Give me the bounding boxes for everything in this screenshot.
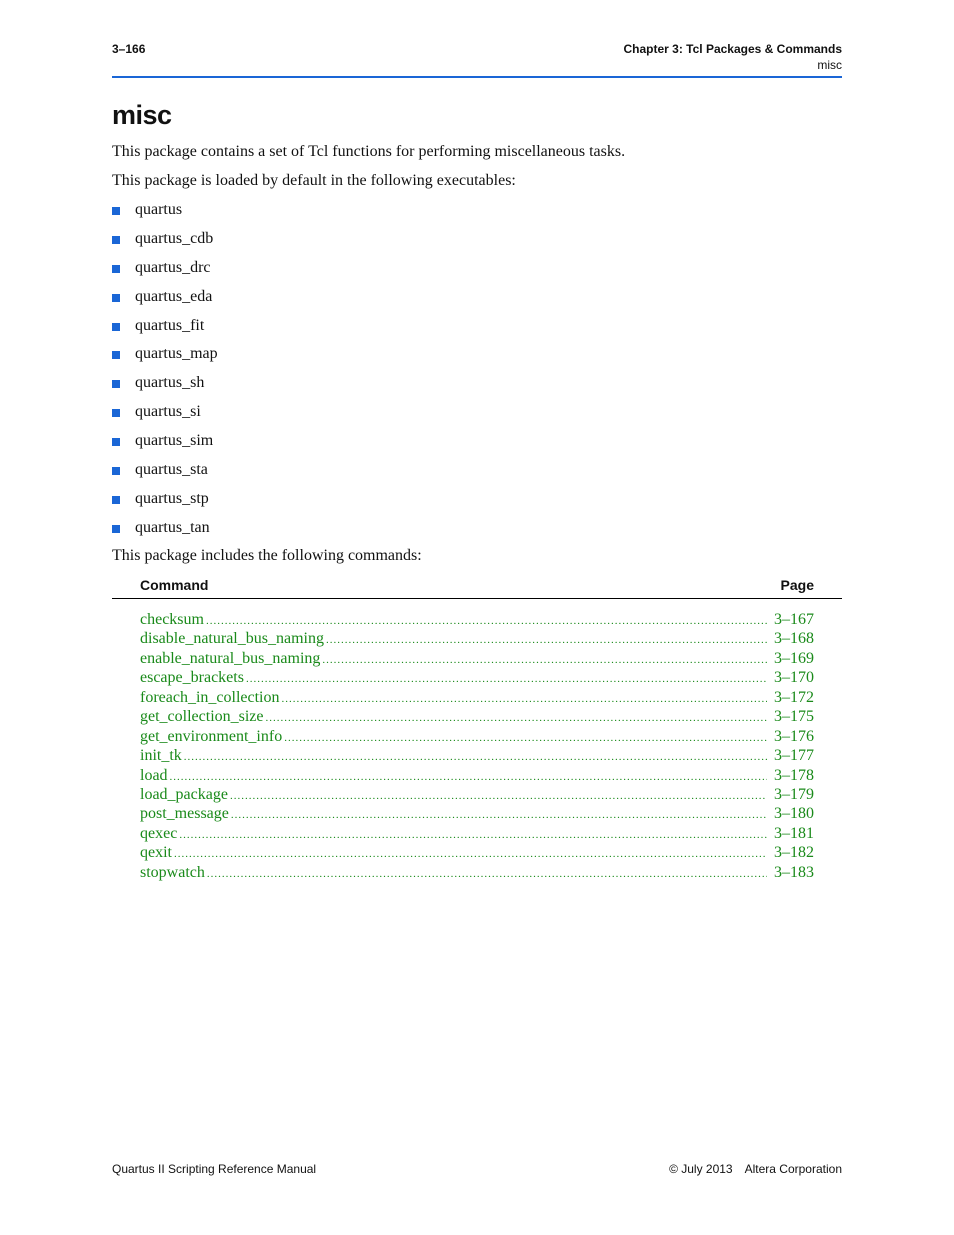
dot-leader: [322, 654, 767, 666]
dot-leader: [179, 829, 767, 841]
chapter-title: Chapter 3: Tcl Packages & Commands: [623, 42, 842, 56]
list-item: quartus_sim: [112, 432, 218, 461]
table-header: [112, 576, 842, 599]
footer-manual-title: Quartus II Scripting Reference Manual: [112, 1162, 317, 1176]
list-item: quartus_stp: [112, 490, 218, 519]
dot-leader: [184, 751, 767, 763]
dot-leader: [230, 790, 767, 802]
square-bullet-icon: [112, 438, 120, 446]
list-item: quartus_eda: [112, 288, 218, 317]
list-item: quartus_map: [112, 345, 218, 374]
command-link[interactable]: enable_natural_bus_naming: [140, 649, 321, 667]
page-link[interactable]: 3–183: [774, 863, 814, 881]
command-link-row[interactable]: [140, 864, 814, 883]
square-bullet-icon: [112, 323, 120, 331]
page-link[interactable]: 3–167: [774, 611, 814, 628]
list-item: quartus: [112, 201, 218, 230]
command-link[interactable]: get_environment_info: [140, 727, 283, 745]
loaded-by-paragraph: This package is loaded by default in the following executables:: [112, 172, 516, 189]
page-link[interactable]: 3–175: [774, 708, 814, 726]
page-link[interactable]: 3–179: [774, 785, 814, 803]
page-link[interactable]: 3–177: [774, 747, 814, 765]
command-link[interactable]: escape_brackets: [140, 669, 244, 687]
dot-leader: [207, 868, 767, 880]
square-bullet-icon: [112, 236, 120, 244]
dot-leader: [284, 732, 767, 744]
dot-leader: [206, 615, 767, 627]
command-link[interactable]: qexit: [140, 844, 172, 862]
command-link-row[interactable]: [140, 708, 814, 727]
page-header: [112, 42, 842, 78]
command-link-row[interactable]: [140, 825, 814, 844]
square-bullet-icon: [112, 265, 120, 273]
dot-leader: [266, 712, 767, 724]
command-link[interactable]: disable_natural_bus_naming: [140, 630, 324, 648]
dot-leader: [231, 809, 767, 821]
command-link[interactable]: post_message: [140, 805, 229, 823]
square-bullet-icon: [112, 294, 120, 302]
command-link-row[interactable]: [140, 844, 814, 863]
dot-leader: [174, 848, 767, 860]
square-bullet-icon: [112, 207, 120, 215]
commands-intro: This package includes the following commands:: [112, 547, 422, 564]
command-link[interactable]: checksum: [140, 611, 204, 628]
list-item: quartus_cdb: [112, 230, 218, 259]
square-bullet-icon: [112, 525, 120, 533]
square-bullet-icon: [112, 380, 120, 388]
command-link[interactable]: stopwatch: [140, 863, 205, 881]
list-item: quartus_tan: [112, 519, 218, 548]
command-link-row[interactable]: [140, 650, 814, 669]
column-header-command: Command: [140, 577, 209, 593]
command-link[interactable]: get_collection_size: [140, 708, 264, 726]
command-link-row[interactable]: [140, 786, 814, 805]
list-item: quartus_sh: [112, 374, 218, 403]
dot-leader: [170, 771, 767, 783]
square-bullet-icon: [112, 496, 120, 504]
square-bullet-icon: [112, 467, 120, 475]
command-link[interactable]: load: [140, 766, 168, 784]
footer-company: Altera Corporation: [744, 1162, 842, 1176]
commands-table: [140, 611, 814, 883]
command-link-row[interactable]: [140, 630, 814, 649]
page-link[interactable]: 3–178: [774, 766, 814, 784]
dot-leader: [246, 673, 767, 685]
command-link-row[interactable]: [140, 728, 814, 747]
page-title: misc: [112, 100, 172, 130]
list-item: quartus_drc: [112, 259, 218, 288]
square-bullet-icon: [112, 409, 120, 417]
section-name: misc: [817, 58, 842, 72]
command-link-row[interactable]: [140, 689, 814, 708]
command-link-row[interactable]: [140, 611, 814, 630]
command-link-row[interactable]: [140, 669, 814, 688]
page-link[interactable]: 3–172: [774, 688, 814, 706]
command-link-row[interactable]: [140, 747, 814, 766]
command-link-row[interactable]: [140, 767, 814, 786]
command-link-row[interactable]: [140, 805, 814, 824]
dot-leader: [282, 693, 768, 705]
page-link[interactable]: 3–181: [774, 824, 814, 842]
list-item: quartus_sta: [112, 461, 218, 490]
page-link[interactable]: 3–170: [774, 669, 814, 687]
page-link[interactable]: 3–182: [774, 844, 814, 862]
executables-list: [112, 201, 218, 548]
page-link[interactable]: 3–168: [774, 630, 814, 648]
page-link[interactable]: 3–180: [774, 805, 814, 823]
command-link[interactable]: load_package: [140, 785, 228, 803]
square-bullet-icon: [112, 351, 120, 359]
page-link[interactable]: 3–169: [774, 649, 814, 667]
footer-date: © July 2013: [669, 1162, 733, 1176]
command-link[interactable]: init_tk: [140, 747, 182, 765]
page-link[interactable]: 3–176: [774, 727, 814, 745]
column-header-page: Page: [780, 577, 814, 593]
list-item: quartus_fit: [112, 317, 218, 346]
footer-right: [669, 1162, 842, 1176]
command-link[interactable]: qexec: [140, 824, 178, 842]
dot-leader: [326, 634, 767, 646]
intro-paragraph: This package contains a set of Tcl functions for performing miscellaneous tasks.: [112, 143, 626, 160]
list-item: quartus_si: [112, 403, 218, 432]
command-link[interactable]: foreach_in_collection: [140, 688, 280, 706]
page-number: 3–166: [112, 42, 146, 56]
